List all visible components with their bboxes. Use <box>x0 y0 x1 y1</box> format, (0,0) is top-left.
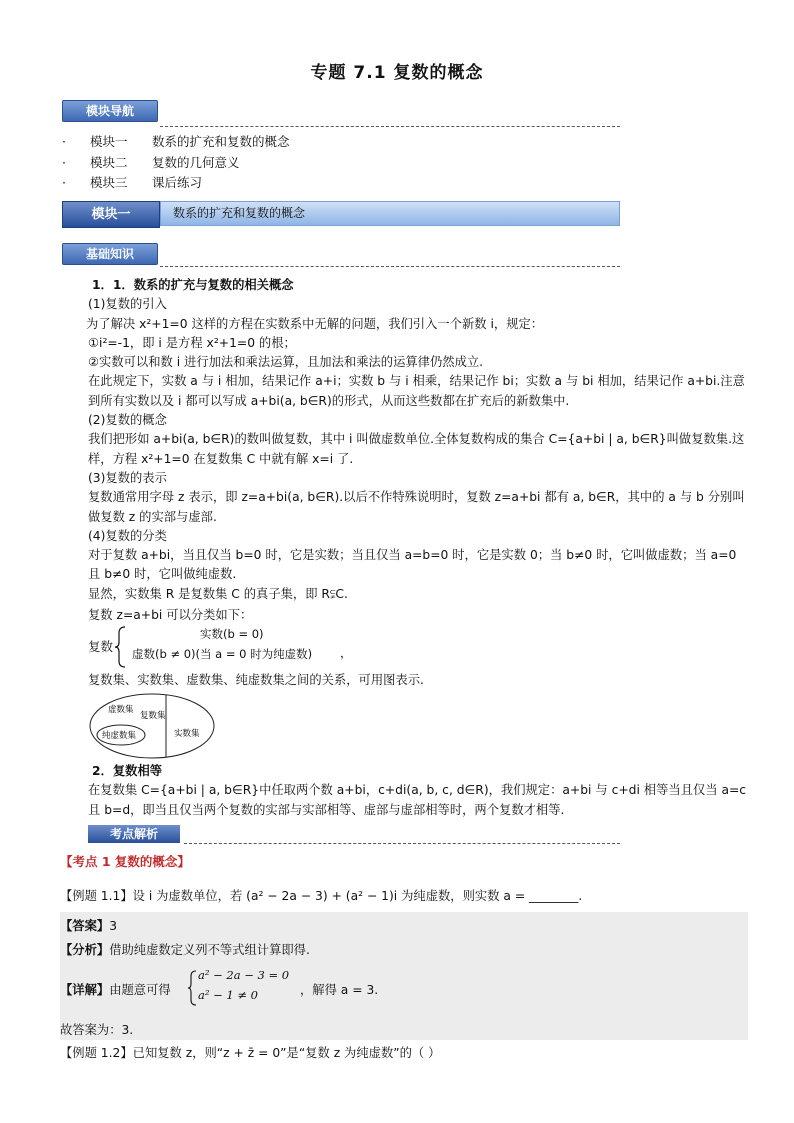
ex1-conclusion: 故答案为：3. <box>60 1023 134 1037</box>
nav-item-1[interactable] <box>62 132 290 153</box>
s1-p2: ①i²=-1，即 i 是方程 x²+1=0 的根； <box>88 335 296 350</box>
s1-p3: ②实数可以和数 i 进行加法和乘法运算，且加法和乘法的运算律仍然成立. <box>88 355 484 370</box>
ex2-question-row <box>60 1043 440 1061</box>
venn-intro <box>88 671 748 690</box>
section1-heading: 1．1．数系的扩充与复数的相关概念 <box>92 278 294 292</box>
ex1-detail-row <box>60 968 460 1008</box>
nav-label: 复数的几何意义 <box>152 154 240 170</box>
detail-tag-text <box>60 980 171 998</box>
analysis-tag: 【分析】 <box>60 943 110 957</box>
ex2-tag: 【例题 1.2】 <box>60 1046 133 1060</box>
classification <box>88 626 388 670</box>
s1-p4: 在此规定下，实数 a 与 i 相加，结果记作 a+i；实数 b 与 i 相乘，结果记作 bi；实数 a 与 bi 相加，结果记作 a+bi.注意到所有实数以及 i 都可以写成 a+bi(a, b∈R)的形式，从而这些数都在扩充后的新数集中. <box>88 374 745 408</box>
ex1-question: 设 i 为虚数单位，若 (a² − 2a − 3) + (a² − 1)i 为纯虚数，则实数 a = ________. <box>132 889 583 903</box>
s2-title: (2)复数的概念 <box>88 413 167 428</box>
page-title: 专题 7.1 复数的概念 <box>310 63 484 83</box>
venn-pure: 纯虚数集 <box>102 731 137 741</box>
bullet: · <box>62 134 66 149</box>
nav-tab: 模块导航 <box>62 100 158 122</box>
section1 <box>88 276 748 625</box>
venn-imag: 虚数集 <box>108 705 134 715</box>
detail-eq1: a² − 2a − 3 = 0 <box>198 968 290 982</box>
module-nav-list <box>62 132 290 194</box>
nav-item-2[interactable] <box>62 153 290 174</box>
s4-p1: 对于复数 a+bi，当且仅当 b=0 时，它是实数；当且仅当 a=b=0 时，它是实数 0；当 b≠0 时，它叫做虚数；当 a=0 且 b≠0 时，它叫做纯虚数. <box>88 548 737 582</box>
nav-item-3[interactable] <box>62 173 290 194</box>
basic-tab: 基础知识 <box>62 243 158 265</box>
nav-num: 模块一 <box>90 134 128 149</box>
s2-p1: 我们把形如 a+bi(a, b∈R)的数叫做复数，其中 i 叫做虚数单位.全体复数构成的集合 C={a+bi | a, b∈R}叫做复数集.这样，方程 x²+1=0 在复数集 C 中就有解 x=i 了. <box>88 432 745 466</box>
detail-tag: 【详解】 <box>60 983 110 997</box>
module1-bar: 数系的扩充和复数的概念 <box>160 201 620 226</box>
section2 <box>88 762 748 820</box>
detail-pre: 由题意可得 <box>109 983 171 997</box>
nav-num: 模块三 <box>90 175 128 190</box>
class-label: 复数 <box>88 639 114 654</box>
kaodian1-title: 【考点 1 复数的概念】 <box>60 854 190 869</box>
s3-p1: 复数通常用字母 z 表示，即 z=a+bi(a, b∈R).以后不作特殊说明时，复数 z=a+bi 都有 a, b∈R，其中的 a 与 b 分别叫做复数 z 的实部与虚部. <box>88 490 745 524</box>
divider <box>160 126 620 127</box>
s3-title: (3)复数的表示 <box>88 470 167 485</box>
nav-num: 模块二 <box>90 154 128 170</box>
s4-title: (4)复数的分类 <box>88 528 167 543</box>
s4-p4: 复数集、实数集、虚数集、纯虚数集之间的关系，可用图表示. <box>88 673 424 687</box>
ex1-question-row <box>60 886 582 904</box>
ex1-answer-row <box>60 916 117 934</box>
divider <box>160 266 620 267</box>
brace-icon <box>188 970 197 1006</box>
s4-p2: 显然，实数集 R 是复数集 C 的真子集，即 R⫋C. <box>88 586 348 601</box>
bullet: · <box>62 175 66 190</box>
answer-tag: 【答案】 <box>60 919 110 933</box>
brace-icon <box>115 626 127 668</box>
detail-post: ，解得 a = 3. <box>300 983 379 997</box>
analysis-text: 借助纯虚数定义列不等式组计算即得. <box>109 943 310 957</box>
venn-diagram <box>88 692 216 760</box>
venn-complex: 复数集 <box>140 711 166 721</box>
s1-p1: 为了解决 x²+1=0 这样的方程在实数系中无解的问题，我们引入一个新数 i，规定： <box>86 316 544 331</box>
kaodian-tab: 考点解析 <box>88 825 180 843</box>
ex1-tag: 【例题 1.1】 <box>60 889 133 903</box>
detail-eq2: a² − 1 ≠ 0 <box>198 988 258 1002</box>
s1-title: (1)复数的引入 <box>88 297 167 312</box>
section2-heading: 2．复数相等 <box>92 764 163 778</box>
class-real: 实数(b = 0) <box>200 627 264 641</box>
ex1-solution-box <box>60 912 748 1040</box>
section2-p1: 在复数集 C={a+bi | a, b∈R}中任取两个数 a+bi，c+di(a, b, c, d∈R)，我们规定：a+bi 与 c+di 相等当且仅当 a=c 且 b=d，即当且仅当两个复数的实部与实部相等、虚部与虚部相等时，两个复数才相等. <box>88 783 747 817</box>
ex1-analysis-row <box>60 940 310 958</box>
answer-value: 3 <box>109 919 118 933</box>
venn-real: 实数集 <box>174 729 200 739</box>
class-tail: ， <box>340 646 353 660</box>
s4-p3: 复数 z=a+bi 可以分类如下： <box>88 608 253 623</box>
bullet: · <box>62 154 66 170</box>
ex2-question: 已知复数 z，则“z + z̄ = 0”是“复数 z 为纯虚数”的（ ） <box>132 1046 441 1060</box>
nav-label: 课后练习 <box>152 175 203 190</box>
module1-tab: 模块一 <box>62 201 160 228</box>
divider <box>184 843 620 844</box>
nav-label: 数系的扩充和复数的概念 <box>152 134 290 149</box>
class-imag: 虚数(b ≠ 0)(当 a = 0 时为纯虚数) <box>132 647 313 661</box>
